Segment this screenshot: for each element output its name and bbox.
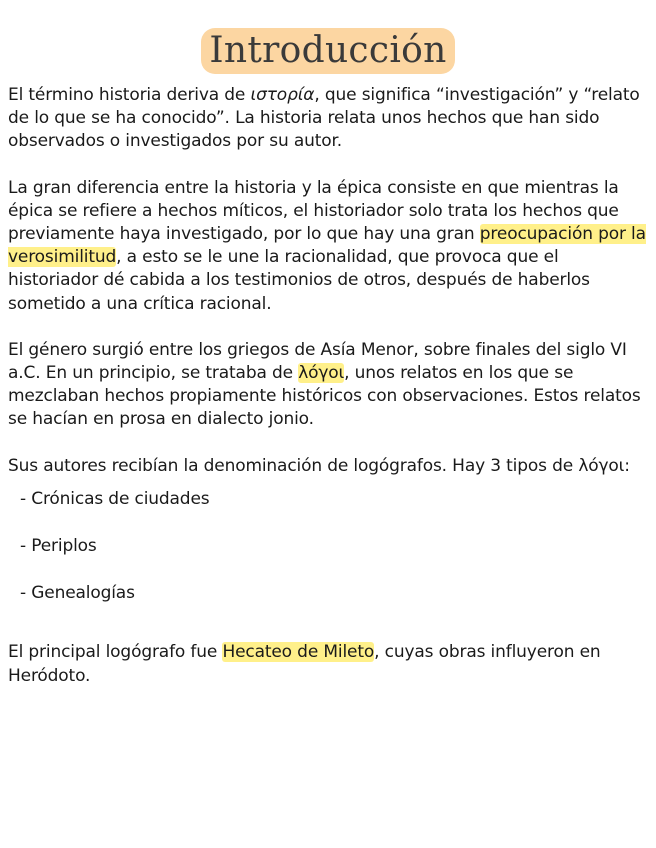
- paragraph-origin: [8, 339, 648, 432]
- highlight-hecateo: Hecateo de Mileto: [222, 642, 375, 663]
- paragraph-history-vs-epic: [8, 177, 648, 316]
- highlight-logoi: λόγοι: [298, 363, 345, 384]
- paragraph-text: El principal logógrafo fue: [8, 642, 223, 663]
- list-item: - Genealogías: [20, 583, 135, 604]
- list-item: - Crónicas de ciudades: [20, 488, 210, 509]
- paragraph-text: , cuyas obras influyeron en Heródoto.: [8, 642, 601, 686]
- paragraph-hecateo: [8, 641, 648, 687]
- paragraph-text: , que significa “investigación” y “relato de lo que se ha conocido”. La historia relata unos hechos que han sido observados o investigados por su autor.: [8, 85, 640, 152]
- paragraph-text: El término historia deriva de: [8, 85, 251, 105]
- paragraph-logographers: Sus autores recibían la denominación de logógrafos. Hay 3 tipos de λόγοι:: [8, 455, 630, 476]
- paragraph-text: , unos relatos en los que se mezclaban hechos propiamente históricos con observaciones. Estos relatos se hacían en prosa en dialecto jonio.: [8, 363, 641, 430]
- paragraph-text: , a esto se le une la racionalidad, que provoca que el historiador dé cabida a los testimonios de otros, después de haberlos sometido a una crítica racional.: [8, 247, 590, 314]
- title-wrapper: [0, 28, 656, 74]
- greek-term-historia: ιστορία: [250, 85, 315, 105]
- logoi-types-list: [8, 488, 648, 606]
- document-body: [8, 84, 648, 711]
- highlight-verosimilitud: preocupación por la verosimilitud: [8, 224, 646, 268]
- paragraph-text: El género surgió entre los griegos de Asía Menor, sobre finales del siglo VI a.C. En un principio, se trataba de: [8, 339, 627, 384]
- list-item: - Periplos: [20, 536, 97, 557]
- page-title: Introducción: [201, 28, 454, 74]
- paragraph-text: La gran diferencia entre la historia y la épica consiste en que mientras la épica se refiere a hechos míticos, el historiador solo trata los hechos que previamente haya investigado, por lo que hay una gran: [8, 177, 619, 245]
- paragraph-etymology: [8, 84, 648, 154]
